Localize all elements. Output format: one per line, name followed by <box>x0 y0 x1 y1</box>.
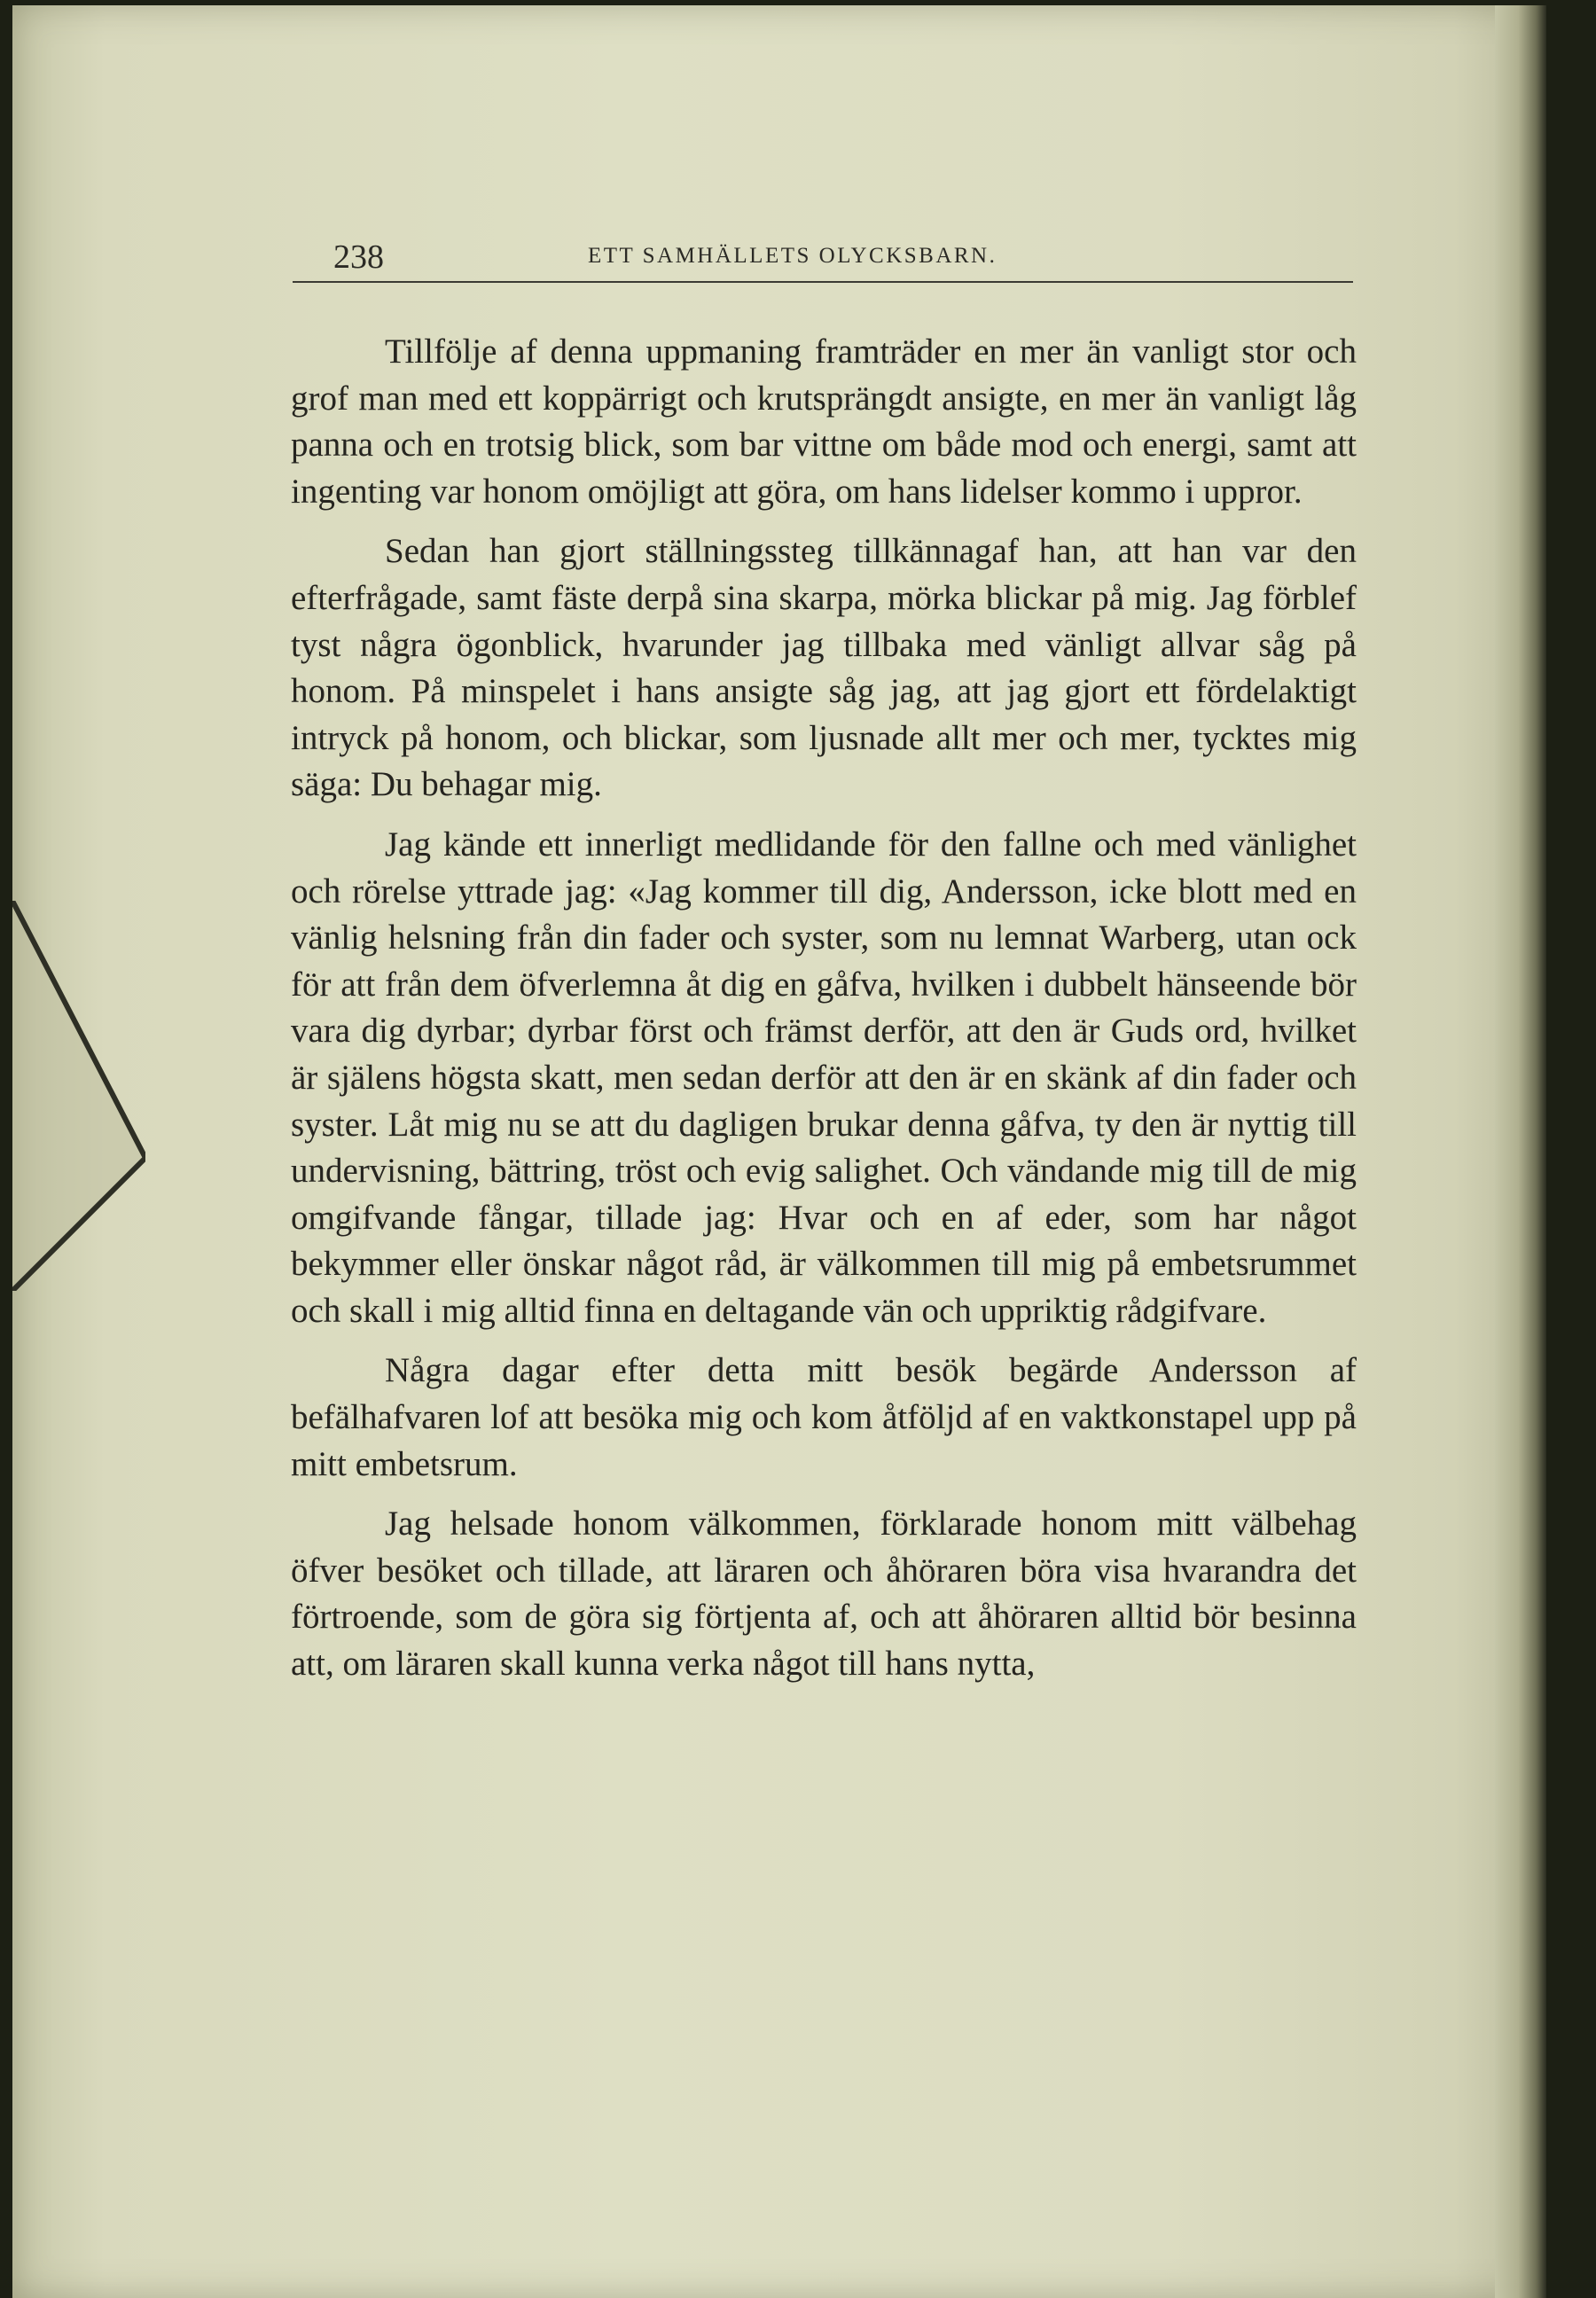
page-header <box>293 234 1353 278</box>
running-head: ETT SAMHÄLLETS OLYCKSBARN. <box>588 244 998 268</box>
paragraph: Tillfölje af denna uppmaning framträder en mer än vanligt stor och grof man med ett koppärrigt och krutsprängdt ansigte, en mer än vanligt låg panna och en trotsig blick, som bar vittne om både mod och energi, samt att ingenting var honom omöjligt att göra, om hans lidelser kommo i uppror. <box>291 332 1357 511</box>
paragraph: Några dagar efter detta mitt besök begärde Andersson af befälhafvaren lof att besöka mig och kom åtföljd af en vaktkonstapel upp på mitt embetsrum. <box>291 1351 1357 1483</box>
book-page <box>12 5 1546 2298</box>
body-text <box>291 329 1357 1688</box>
page-number: 238 <box>333 238 384 276</box>
page-edge <box>1495 5 1546 2298</box>
paragraph: Sedan han gjort ställningssteg tillkännagaf han, att han var den efterfrågade, samt fäste derpå sina skarpa, mörka blickar på mig. Jag förblef tyst några ögonblick, hvarunder jag tillbaka med vänligt allvar såg på honom. På minspelet i hans ansigte såg jag, att jag gjort ett fördelaktigt intryck på honom, och blickar, som ljusnade allt mer och mer, tycktes mig säga: Du behagar mig. <box>291 532 1357 804</box>
paragraph: Jag helsade honom välkommen, förklarade honom mitt välbehag öfver besöket och tillade, att läraren och åhöraren böra visa hvarandra det förtroende, som de göra sig förtjenta af, och att åhöraren alltid bör besinna att, om läraren skall kunna verka något till hans nytta, <box>291 1505 1357 1684</box>
folded-page-corner <box>12 901 145 1291</box>
header-rule <box>293 281 1353 283</box>
paragraph: Jag kände ett innerligt medlidande för den fallne och med vänlighet och rörelse yttrade jag: «Jag kommer till dig, Andersson, icke blott med en vänlig helsning från din fader och syster, som nu lemnat Warberg, utan ock för att från dem öfverlemna åt dig en gåfva, hvilken i dubbelt hänseende bör vara dig dyrbar; dyrbar först och främst derför, att den är Guds ord, hvilket är själens högsta skatt, men sedan derför att den är en skänk af din fader och syster. Låt mig nu se att du dagligen brukar denna gåfva, ty den är nyttig till undervisning, bättring, tröst och evig salighet. Och vändande mig till de mig omgifvande fångar, tillade jag: Hvar och en af eder, som har något bekymmer eller önskar något råd, är välkommen till mig på embetsrummet och skall i mig alltid finna en deltagande vän och uppriktig rådgifvare. <box>291 825 1357 1330</box>
